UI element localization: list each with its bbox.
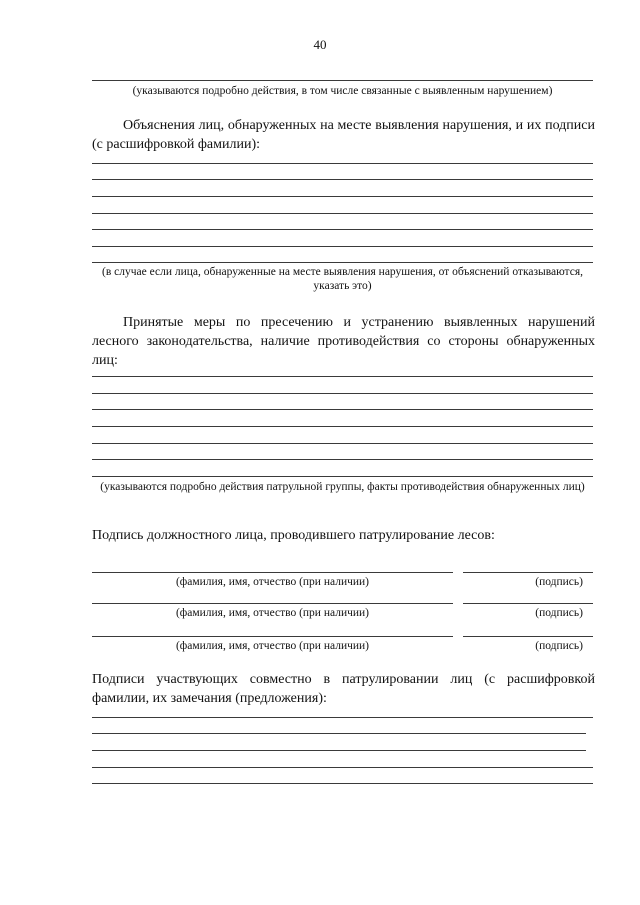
fill-line xyxy=(92,229,593,230)
signature-sign-caption: (подпись) xyxy=(535,640,583,652)
fill-line xyxy=(92,196,593,197)
fill-line xyxy=(92,213,593,214)
caption-refusal: (в случае если лица, обнаруженные на месте выявления нарушения, от объяснений отказываются, указать это) xyxy=(101,266,583,292)
signature-name-line xyxy=(92,572,453,573)
explanations-heading: Объяснения лиц, обнаруженных на месте выявления нарушения, и их подписи (с расшифровкой фамилии): xyxy=(92,118,595,152)
fill-line xyxy=(92,717,593,718)
fill-line xyxy=(92,409,593,410)
fill-line xyxy=(92,783,593,784)
fill-line xyxy=(92,262,593,263)
signature-sign-line xyxy=(463,603,593,604)
fill-line xyxy=(92,393,593,394)
fill-line xyxy=(92,376,593,377)
signature-name-caption: (фамилия, имя, отчество (при наличии) xyxy=(175,607,370,619)
fill-line xyxy=(92,750,586,751)
fill-line xyxy=(92,733,586,734)
fill-line xyxy=(92,443,593,444)
fill-line xyxy=(92,179,593,180)
signature-name-caption: (фамилия, имя, отчество (при наличии) xyxy=(175,640,370,652)
fill-line xyxy=(92,767,593,768)
signature-sign-caption: (подпись) xyxy=(535,607,583,619)
fill-line xyxy=(92,476,593,477)
signature-sign-caption: (подпись) xyxy=(535,576,583,588)
fill-line xyxy=(92,163,593,164)
fill-line xyxy=(92,80,593,81)
caption-actions: (указываются подробно действия, в том числе связанные с выявленным нарушением) xyxy=(132,85,553,97)
signature-sign-line xyxy=(463,636,593,637)
signature-name-line xyxy=(92,603,453,604)
fill-line xyxy=(92,246,593,247)
caption-patrol: (указываются подробно действия патрульной группы, факты противодействия обнаруженных лиц) xyxy=(100,481,585,493)
official-signature-heading: Подпись должностного лица, проводившего патрулирование лесов: xyxy=(92,528,495,543)
fill-line xyxy=(92,426,593,427)
participants-heading: Подписи участвующих совместно в патрулировании лиц (с расшифровкой фамилии, их замечания (предложения): xyxy=(92,672,595,706)
signature-name-line xyxy=(92,636,453,637)
fill-line xyxy=(92,459,593,460)
signature-name-caption: (фамилия, имя, отчество (при наличии) xyxy=(175,576,370,588)
measures-heading: Принятые меры по пресечению и устранению выявленных нарушений лесного законодательства, наличие противодействия со стороны обнаруженных лиц: xyxy=(92,315,595,368)
signature-sign-line xyxy=(463,572,593,573)
page-number: 40 xyxy=(313,37,327,52)
